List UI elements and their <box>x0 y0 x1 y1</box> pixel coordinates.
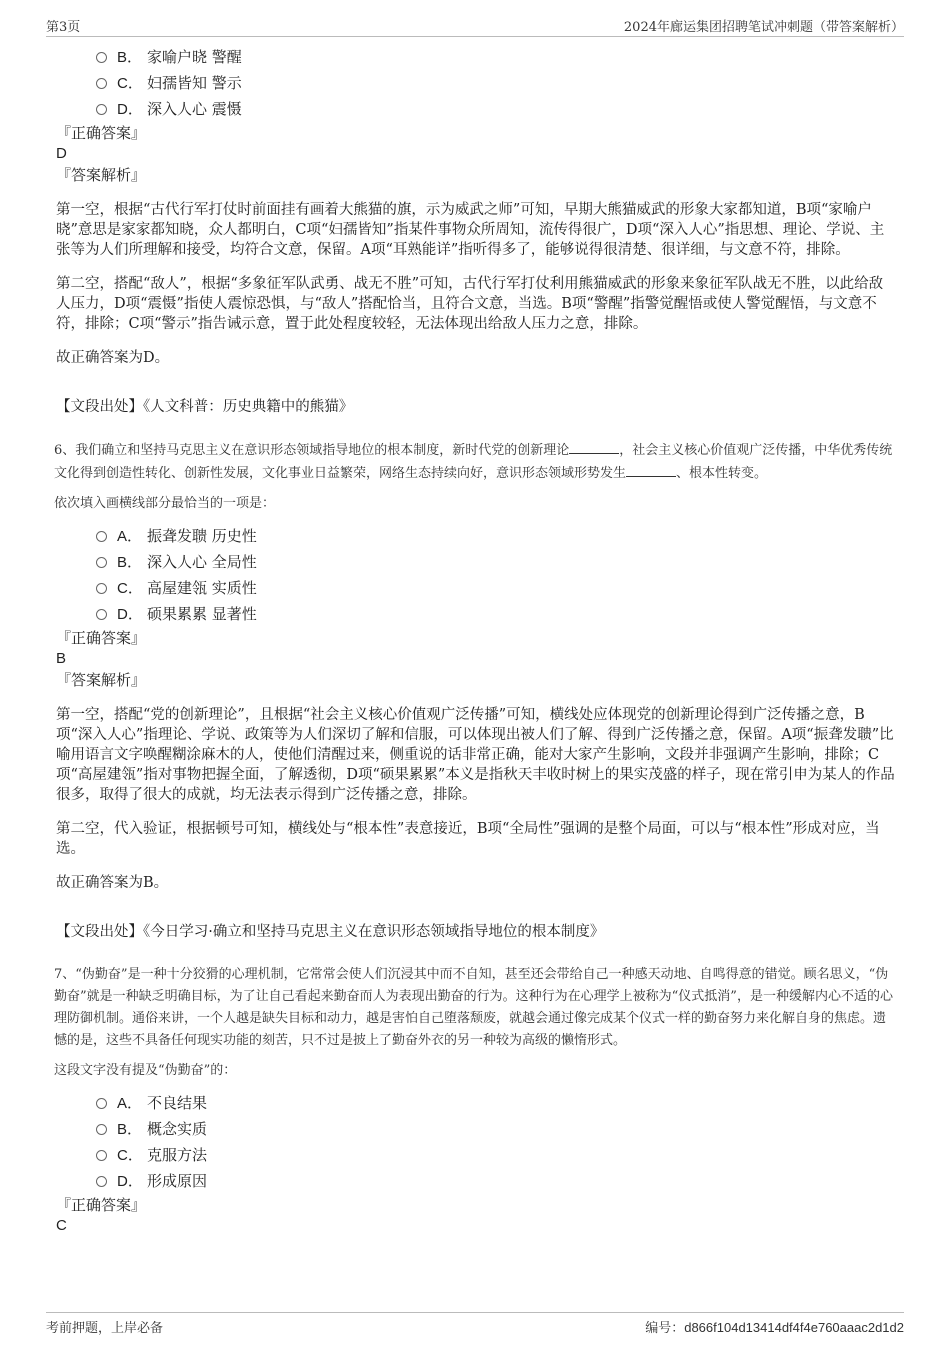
radio-icon[interactable] <box>96 52 107 63</box>
page-number: 第3页 <box>46 20 81 35</box>
q6-source: 【文段出处】《今日学习·确立和坚持马克思主义在意识形态领域指导地位的根本制度》 <box>56 923 605 940</box>
q6-option-c[interactable]: C． 高屋建瓴 实质性 <box>96 575 896 601</box>
blank-line <box>569 439 619 454</box>
radio-icon[interactable] <box>96 1150 107 1161</box>
radio-icon[interactable] <box>96 78 107 89</box>
q7-prompt: 这段文字没有提及“伪勤奋”的： <box>54 1063 237 1078</box>
q7-answer-label: 『正确答案』 <box>56 1196 147 1214</box>
q6-analysis-para-1: 第一空，搭配“党的创新理论”，且根据“社会主义核心价值观广泛传播”可知，横线处应体现党的创新理论得到广泛传播之意，B项“深入人心”指理论、学说、政策等为人们深切了解和信服，可以体现出被人们了解、得到广泛传播之意，保留。A项“振聋发聩”比喻用语言文字唤醒糊涂麻木的人，使他们清醒过来，侧重说的话非常正确，能对大家产生影响，文段并非强调产生影响，排除；C项“高屋建瓴”指对事物把握全面，了解透彻，D项“硕果累累”本义是指秋天丰收时树上的果实茂盛的样子，现在常引申为某人的作品很多，取得了很大的成就，均无法表示得到广泛传播之意，排除。 <box>56 707 895 803</box>
q7-option-b[interactable]: B． 概念实质 <box>96 1116 896 1142</box>
blank-line <box>626 462 676 477</box>
radio-icon[interactable] <box>96 1124 107 1135</box>
q5-analysis-para-2: 第二空，搭配“敌人”，根据“多象征军队武勇、战无不胜”可知，古代行军打仗利用熊猫威武的形象来象征军队战无不胜，以此给敌人压力，D项“震慑”指使人震惊恐惧，与“敌人”搭配恰当，且符合文意，当选。B项“警醒”指警觉醒悟或使人警觉醒悟，与文意不符，排除；C项“警示”指告诫示意，置于此处程度较轻，无法体现出给敌人压力之意，排除。 <box>56 276 884 332</box>
q6-options <box>96 523 896 627</box>
q6-analysis-para-2: 第二空，代入验证，根据顿号可知，横线处与“根本性”表意接近，B项“全局性”强调的是整个局面，可以与“根本性”形成对应，当选。 <box>56 821 880 857</box>
page-content <box>56 44 896 1236</box>
q7-option-d[interactable]: D． 形成原因 <box>96 1168 896 1194</box>
q5-option-b[interactable]: B． 家喻户晓 警醒 <box>96 44 896 70</box>
footer-slogan: 考前押题，上岸必备 <box>46 1321 164 1336</box>
radio-icon[interactable] <box>96 557 107 568</box>
q6-answer-label: 『正确答案』 <box>56 629 147 647</box>
q7-option-c[interactable]: C． 克服方法 <box>96 1142 896 1168</box>
q5-answer-label: 『正确答案』 <box>56 124 147 142</box>
q6-option-d[interactable]: D． 硕果累累 显著性 <box>96 601 896 627</box>
radio-icon[interactable] <box>96 1098 107 1109</box>
q6-analysis-label: 『答案解析』 <box>56 671 147 689</box>
document-code: 编号：d866f104d13414df4f4e760aaac2d1d2 <box>645 1320 904 1335</box>
radio-icon[interactable] <box>96 104 107 115</box>
radio-icon[interactable] <box>96 583 107 594</box>
document-title: 2024年廊运集团招聘笔试冲刺题（带答案解析） <box>623 20 904 35</box>
q7-options <box>96 1090 896 1194</box>
q6-stem: 6、我们确立和坚持马克思主义在意识形态领域指导地位的根本制度，新时代党的创新理论 ，社会主义核心价值观广泛传播，中华优秀传统文化得到创造性转化、创新性发展，文化事业日益繁荣，网络生态持续向好，意识形态领域形势发生 、根本性转变。 <box>54 439 896 485</box>
q5-analysis-label: 『答案解析』 <box>56 166 147 184</box>
q6-prompt: 依次填入画横线部分最恰当的一项是： <box>54 496 276 511</box>
q5-option-c[interactable]: C． 妇孺皆知 警示 <box>96 70 896 96</box>
q6-conclusion: 故正确答案为B。 <box>56 875 169 891</box>
page-header <box>46 16 904 37</box>
q5-option-d[interactable]: D． 深入人心 震慑 <box>96 96 896 122</box>
radio-icon[interactable] <box>96 1176 107 1187</box>
q5-analysis-para-1: 第一空，根据“古代行军打仗时前面挂有画着大熊猫的旗，示为威武之师”可知，早期大熊猫威武的形象大家都知道，B项“家喻户晓”意思是家家都知晓，众人都明白，C项“妇孺皆知”指某件事物众所周知，流传得很广，D项“深入人心”指思想、理论、学说、主张等为人们所理解和接受，均符合文意，保留。A项“耳熟能详”指听得多了，能够说得很清楚、很详细，与文意不符，排除。 <box>56 202 885 258</box>
q7-answer: C <box>56 1217 67 1234</box>
radio-icon[interactable] <box>96 531 107 542</box>
q5-answer: D <box>56 145 67 162</box>
radio-icon[interactable] <box>96 609 107 620</box>
q7-option-a[interactable]: A． 不良结果 <box>96 1090 896 1116</box>
q6-option-b[interactable]: B． 深入人心 全局性 <box>96 549 896 575</box>
q5-source: 【文段出处】《人文科普：历史典籍中的熊猫》 <box>56 398 354 415</box>
q5-conclusion: 故正确答案为D。 <box>56 350 170 366</box>
q6-option-a[interactable]: A． 振聋发聩 历史性 <box>96 523 896 549</box>
q6-answer: B <box>56 650 67 667</box>
page-footer <box>46 1312 904 1337</box>
q5-options <box>96 44 896 122</box>
q7-stem: 7、“伪勤奋”是一种十分狡猾的心理机制，它常常会使人们沉浸其中而不自知，甚至还会带给自己一种感天动地、自鸣得意的错觉。顾名思义，“伪勤奋”就是一种缺乏明确目标，为了让自己看起来勤奋而人为表现出勤奋的行为。这种行为在心理学上被称为“仪式抵消”，是一种缓解内心不适的心理防御机制。通俗来讲，一个人越是缺失目标和动力，越是害怕自己堕落颓废，就越会通过像完成某个仪式一样的勤奋努力来化解自身的焦虑。遗憾的是，这些不具备任何现实功能的刻苦，只不过是披上了勤奋外衣的另一种较为高级的懒惰形式。 <box>54 967 893 1048</box>
